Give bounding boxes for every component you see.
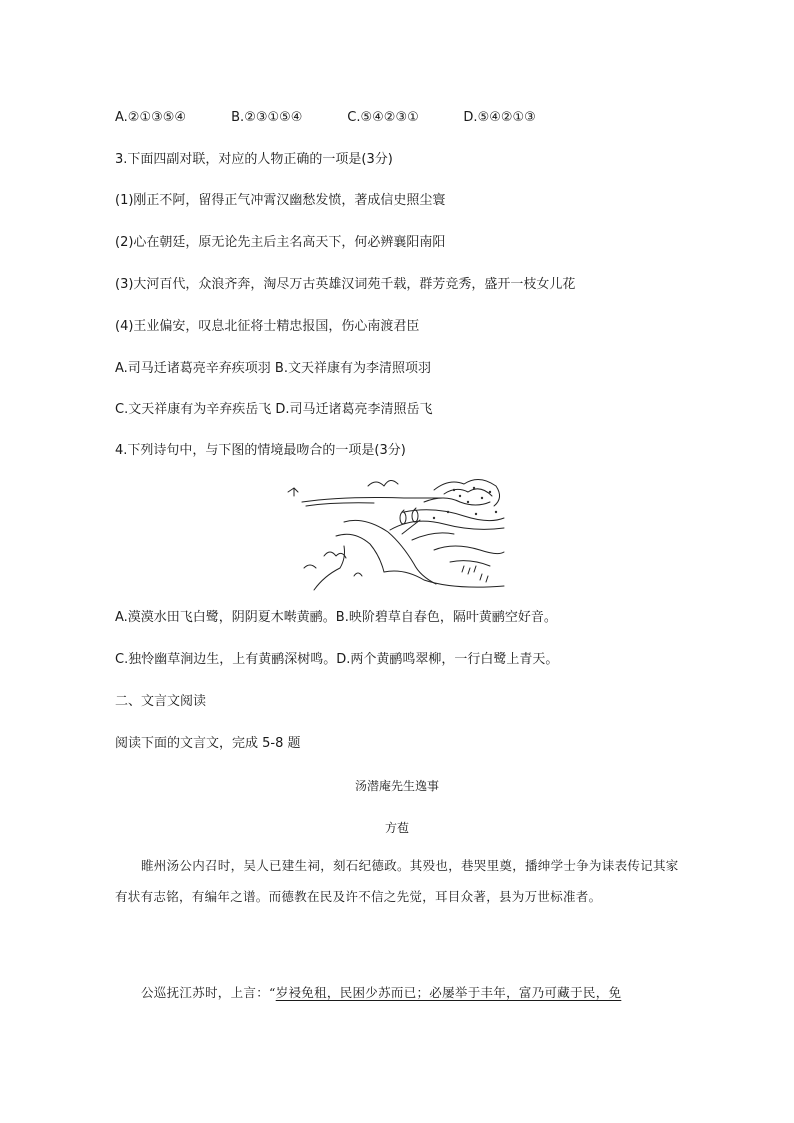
article-title: 汤潜庵先生逸事 — [354, 779, 439, 793]
q4-options-ab: A.漠漠水田飞白鹭，阴阴夏木啭黄鹂。B.映阶碧草自春色，隔叶黄鹂空好音。 — [115, 610, 557, 625]
q3-couplet-2: (2)心在朝廷，原无论先主后主名高天下，何必辨襄阳南阳 — [115, 235, 446, 250]
q4-stem: 4.下列诗句中，与下图的情境最吻合的一项是(3分) — [115, 443, 406, 458]
section-heading: 二、文言文阅读 — [115, 694, 207, 709]
paragraph-2-text: 公巡抚江苏时，上言：“ — [141, 985, 276, 1000]
q3-options-cd: C.文天祥康有为辛弃疾岳飞 D.司马迁诸葛亮李清照岳飞 — [115, 402, 433, 417]
option-d: D.⑤④②①③ — [463, 110, 536, 125]
section-instruction: 阅读下面的文言文，完成 5-8 题 — [115, 736, 301, 751]
article-paragraph-1 — [115, 850, 680, 912]
q3-couplet-3: (3)大河百代，众浪齐奔，淘尽万古英雄汉词苑千载，群芳竞秀，盛开一枝女儿花 — [115, 277, 576, 292]
article-author: 方苞 — [384, 821, 409, 835]
option-a: A.②①③⑤④ — [115, 110, 187, 125]
q3-stem: 3.下面四副对联，对应的人物正确的一项是(3分) — [115, 152, 393, 167]
q4-options-cd: C.独怜幽草涧边生，上有黄鹂深树鸣。D.两个黄鹂鸣翠柳，一行白鹭上青天。 — [115, 652, 559, 667]
q2-options-row — [115, 110, 536, 126]
option-c: C.⑤④②③① — [347, 110, 419, 125]
q3-couplet-1: (1)刚正不阿，留得正气冲霄汉幽愁发愤，著成信史照尘寰 — [115, 193, 446, 208]
paragraph-1-text: 睢州汤公内召时，吴人已建生祠，刻石纪德政。其殁也，巷哭里奠，播绅学士争为诔表传记其家有状有志铭，有编年之谱。而德教在民及许不信之先觉，耳目众著，县为万世标准者。 — [115, 858, 679, 904]
q3-couplet-4: (4)王业偏安，叹息北征将士精忠报国，伤心南渡君臣 — [115, 319, 420, 334]
q3-options-ab: A.司马迁诸葛亮辛弃疾项羽 B.文天祥康有为李清照项羽 — [115, 361, 431, 376]
option-b: B.②③①⑤④ — [231, 110, 303, 125]
landscape-illustration — [284, 472, 506, 592]
paragraph-2-underlined: 岁祲免租，民困少苏而已；必屡举于丰年，富乃可藏于民，免 — [275, 985, 622, 1000]
article-paragraph-2 — [115, 977, 680, 1008]
